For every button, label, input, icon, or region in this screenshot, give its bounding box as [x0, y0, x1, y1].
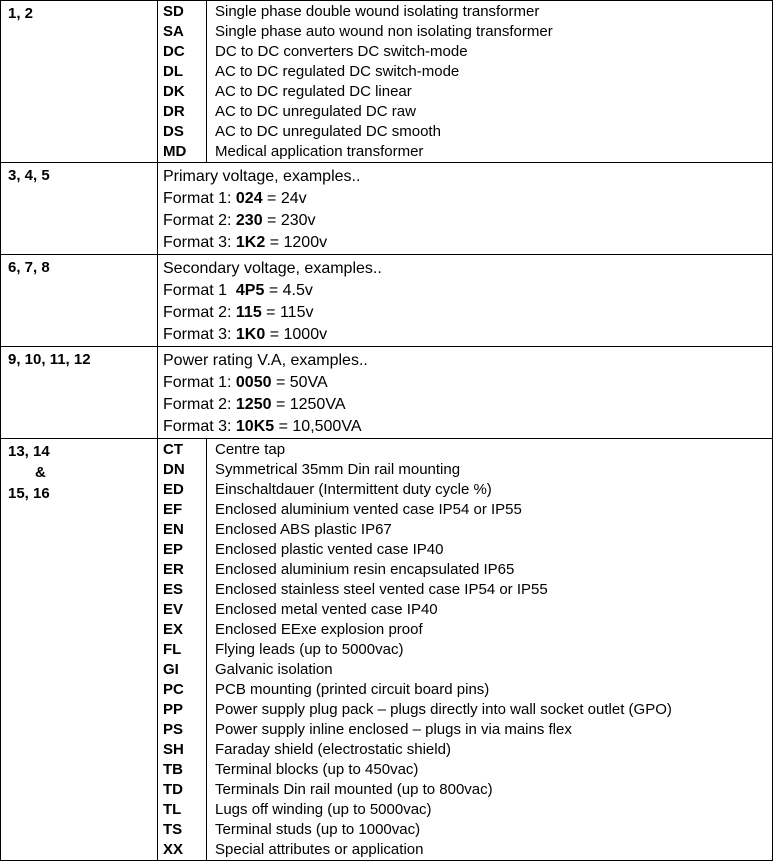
code: SH [163, 741, 184, 758]
description: Faraday shield (electrostatic shield) [215, 741, 451, 758]
format-label: Format 3: [163, 326, 236, 343]
code: XX [163, 841, 184, 858]
format-code: 10K5 [235, 418, 275, 435]
description: Enclosed ABS plastic IP67 [215, 521, 392, 538]
description: Lugs off winding (up to 5000vac) [215, 801, 432, 818]
code: EV [163, 601, 184, 618]
code: ER [163, 561, 184, 578]
format-value: = 10,500VA [274, 418, 362, 435]
code: PS [163, 721, 184, 738]
position-label: 6, 7, 8 [8, 259, 50, 276]
format-label: Format 1: [163, 374, 236, 391]
code: TL [163, 801, 182, 818]
format-label: Format 2: [163, 212, 236, 229]
format-label: Format 3: [163, 234, 236, 251]
description: Enclosed EExe explosion proof [215, 621, 423, 638]
code: EX [163, 621, 184, 638]
format-examples [158, 347, 773, 439]
position-label: & [35, 464, 46, 481]
description: AC to DC regulated DC switch-mode [215, 63, 460, 80]
code: TD [163, 781, 183, 798]
code: PP [163, 701, 184, 718]
format-label: Format 3: [163, 418, 236, 435]
code: EN [163, 521, 184, 538]
format-code: 0050 [235, 374, 272, 391]
description: Enclosed stainless steel vented case IP54 or IP55 [215, 581, 548, 598]
position-label: 9, 10, 11, 12 [8, 351, 91, 368]
code: MD [163, 143, 187, 160]
format-line [163, 324, 772, 346]
format-code: 1K2 [235, 234, 266, 251]
section-row [1, 255, 773, 347]
position-label: 3, 4, 5 [8, 167, 50, 184]
format-value: = 1250VA [271, 396, 346, 413]
code: DL [163, 63, 183, 80]
description-column [207, 1, 773, 163]
description: Terminal blocks (up to 450vac) [215, 761, 419, 778]
description: PCB mounting (printed circuit board pins) [215, 681, 490, 698]
code-column [158, 1, 207, 163]
format-value: = 4.5v [264, 282, 313, 299]
format-value: = 115v [261, 304, 314, 321]
format-line [163, 416, 772, 438]
code: DS [163, 123, 184, 140]
description: Power supply inline enclosed – plugs in via mains flex [215, 721, 572, 738]
description: Power supply plug pack – plugs directly into wall socket outlet (GPO) [215, 701, 672, 718]
code: DK [163, 83, 185, 100]
description: Medical application transformer [215, 143, 424, 160]
format-value: = 1200v [265, 234, 328, 251]
description: Enclosed aluminium resin encapsulated IP65 [215, 561, 515, 578]
code: PC [163, 681, 184, 698]
description: Single phase auto wound non isolating transformer [215, 23, 553, 40]
code: TB [163, 761, 183, 778]
description: Centre tap [215, 441, 286, 458]
code: SA [163, 23, 184, 40]
section-row [1, 439, 773, 861]
code: CT [163, 441, 183, 458]
description-column [207, 439, 773, 861]
format-value: = 50VA [271, 374, 328, 391]
format-line [163, 188, 772, 210]
code: GI [163, 661, 179, 678]
code-column [158, 439, 207, 861]
code: TS [163, 821, 183, 838]
code: SD [163, 3, 184, 20]
code: ES [163, 581, 184, 598]
description: AC to DC regulated DC linear [215, 83, 412, 100]
description: Enclosed metal vented case IP40 [215, 601, 438, 618]
format-label: Format 2: [163, 304, 236, 321]
code: ED [163, 481, 184, 498]
description: Symmetrical 35mm Din rail mounting [215, 461, 461, 478]
format-line [163, 232, 772, 254]
section-row [1, 347, 773, 439]
position-cell [1, 1, 158, 163]
description: Flying leads (up to 5000vac) [215, 641, 404, 658]
description: Single phase double wound isolating transformer [215, 3, 540, 20]
description: Galvanic isolation [215, 661, 333, 678]
section-heading: Power rating V.A, examples.. [163, 352, 368, 369]
format-line [163, 372, 772, 394]
description: DC to DC converters DC switch-mode [215, 43, 468, 60]
position-cell [1, 255, 158, 347]
format-examples [158, 163, 773, 255]
format-label: Format 1 [163, 282, 236, 299]
section-heading: Secondary voltage, examples.. [163, 260, 382, 277]
format-label: Format 1: [163, 190, 236, 207]
format-label: Format 2: [163, 396, 236, 413]
description: Enclosed aluminium vented case IP54 or IP55 [215, 501, 522, 518]
code: DC [163, 43, 185, 60]
description: AC to DC unregulated DC smooth [215, 123, 441, 140]
format-line [163, 210, 772, 232]
format-line [163, 394, 772, 416]
format-value: = 1000v [265, 326, 328, 343]
section-row [1, 163, 773, 255]
position-label: 1, 2 [8, 5, 34, 22]
format-value: = 230v [262, 212, 316, 229]
format-examples [158, 255, 773, 347]
format-code: 1250 [235, 396, 272, 413]
description: Terminal studs (up to 1000vac) [215, 821, 421, 838]
format-code: 230 [235, 212, 263, 229]
position-cell [1, 163, 158, 255]
format-code: 024 [235, 190, 263, 207]
position-label: 15, 16 [8, 485, 50, 502]
description: Special attributes or application [215, 841, 424, 858]
code: DR [163, 103, 185, 120]
format-line [163, 302, 772, 324]
code: EP [163, 541, 184, 558]
format-code: 115 [235, 304, 262, 321]
format-line [163, 280, 772, 302]
position-cell [1, 439, 158, 861]
position-label: 13, 14 [8, 443, 50, 460]
description: Enclosed plastic vented case IP40 [215, 541, 444, 558]
position-cell [1, 347, 158, 439]
format-code: 4P5 [235, 282, 265, 299]
description: Einschaltdauer (Intermittent duty cycle %) [215, 481, 492, 498]
code: EF [163, 501, 183, 518]
description: AC to DC unregulated DC raw [215, 103, 416, 120]
section-row [1, 1, 773, 163]
section-heading: Primary voltage, examples.. [163, 168, 361, 185]
description: Terminals Din rail mounted (up to 800vac) [215, 781, 493, 798]
format-code: 1K0 [235, 326, 266, 343]
format-value: = 24v [262, 190, 307, 207]
code: DN [163, 461, 185, 478]
code: FL [163, 641, 182, 658]
